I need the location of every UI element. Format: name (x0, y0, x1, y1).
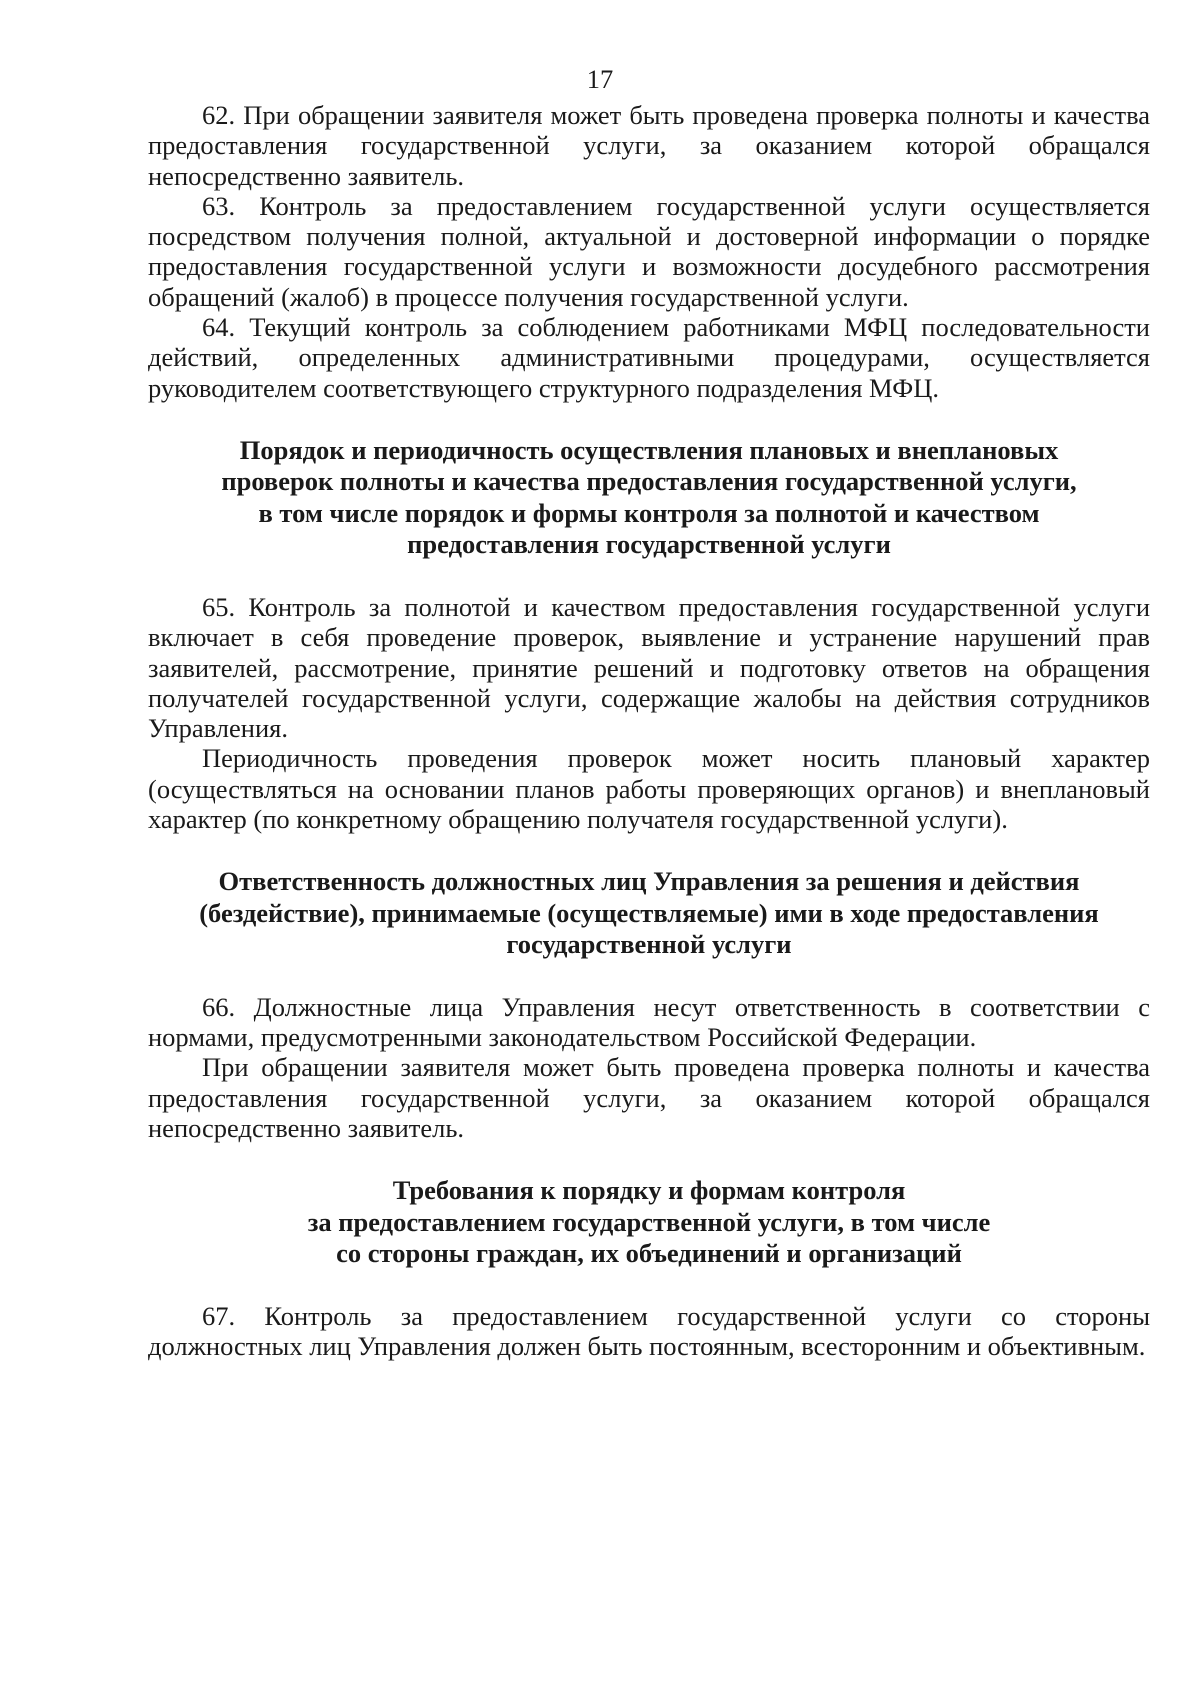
spacer (148, 961, 1150, 992)
paragraph-63: 63. Контроль за предоставлением государственной услуги осуществляется посредством получения полной, актуальной и достоверной информации о порядке предоставления государственной услуги и возможности досудебного рассмотрения обращений (жалоб) в процессе получения государственной услуги. (148, 190, 1150, 312)
heading-line: за предоставлением государственной услуги, в том числе (307, 1206, 991, 1237)
paragraph-67: 67. Контроль за предоставлением государственной услуги со стороны должностных лиц Управления должен быть постоянным, всесторонним и объективным. (148, 1300, 1150, 1362)
heading-line: Порядок и периодичность осуществления плановых и внеплановых (239, 434, 1059, 465)
heading-line: государственной услуги (506, 929, 792, 960)
paragraph-periodicity: Периодичность проведения проверок может носить плановый характер (осуществляться на основании планов работы проверяющих органов) и внеплановый характер (по конкретному обращению получателя государственной услуги). (148, 743, 1150, 835)
heading-line: предоставления государственной услуги (407, 529, 891, 560)
spacer (148, 1270, 1150, 1301)
spacer (148, 834, 1150, 866)
spacer (148, 561, 1150, 592)
paragraph-66: 66. Должностные лица Управления несут ответственность в соответствии с нормами, предусмотренными законодательством Российской Федерации. (148, 991, 1150, 1053)
heading-line: Ответственность должностных лиц Управления за решения и действия (218, 866, 1080, 897)
spacer (148, 1143, 1150, 1175)
heading-line: в том числе порядок и формы контроля за полнотой и качеством (258, 497, 1040, 528)
document-body (148, 100, 1150, 1361)
heading-line: со стороны граждан, их объединений и организаций (336, 1238, 962, 1269)
section-heading-responsibility (148, 866, 1150, 961)
section-heading-inspections (148, 435, 1150, 561)
heading-line: (бездействие), принимаемые (осуществляемые) ими в ходе предоставления (199, 897, 1099, 928)
heading-line: проверок полноты и качества предоставления государственной услуги, (221, 466, 1077, 497)
paragraph-applicant-check: При обращении заявителя может быть проведена проверка полноты и качества предоставления государственной услуги, за оказанием которой обращался непосредственно заявитель. (148, 1052, 1150, 1144)
paragraph-64: 64. Текущий контроль за соблюдением работниками МФЦ последовательности действий, определенных административными процедурами, осуществляется руководителем соответствующего структурного подразделения МФЦ. (148, 312, 1150, 403)
paragraph-65: 65. Контроль за полнотой и качеством предоставления государственной услуги включает в себя проведение проверок, выявление и устранение нарушений прав заявителей, рассмотрение, принятие решений и подготовку ответов на обращения получателей государственной услуги, содержащие жалобы на действия сотрудников Управления. (148, 591, 1150, 744)
page-number: 17 (586, 64, 614, 94)
heading-line: Требования к порядку и формам контроля (392, 1175, 906, 1206)
paragraph-62: 62. При обращении заявителя может быть проведена проверка полноты и качества предоставления государственной услуги, за оказанием которой обращался непосредственно заявитель. (148, 100, 1150, 191)
section-heading-control-requirements (148, 1175, 1150, 1270)
spacer (148, 403, 1150, 435)
